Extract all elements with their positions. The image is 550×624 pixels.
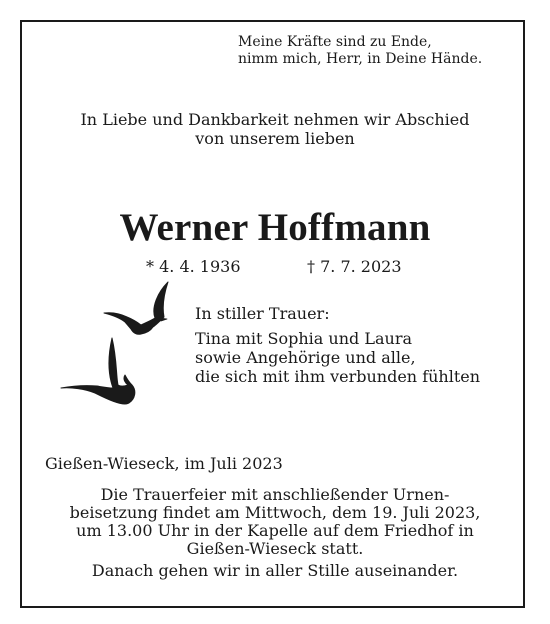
birth-date: * 4. 4. 1936 xyxy=(146,257,241,276)
mourning-heading: In stiller Trauer: xyxy=(195,304,330,323)
motto-line-1: Meine Kräfte sind zu Ende, xyxy=(238,34,432,50)
motto-line-2: nimm mich, Herr, in Deine Hände. xyxy=(238,51,483,67)
funeral-details xyxy=(22,486,528,580)
funeral-line-1: Die Trauerfeier mit anschließender Urnen- xyxy=(100,485,450,504)
deceased-name: Werner Hoffmann xyxy=(119,206,431,249)
mourner-line-3: die sich mit ihm verbunden fühlten xyxy=(195,367,481,386)
mourner-line-1: Tina mit Sophia und Laura xyxy=(195,329,412,348)
funeral-line-2: beisetzung findet am Mittwoch, dem 19. Juli 2023, xyxy=(69,503,481,522)
death-date: † 7. 7. 2023 xyxy=(307,257,402,276)
funeral-line-3: um 13.00 Uhr in der Kapelle auf dem Friedhof in xyxy=(76,521,474,540)
place-and-date: Gießen-Wieseck, im Juli 2023 xyxy=(45,454,283,473)
flying-birds-icon xyxy=(55,275,180,415)
intro-text xyxy=(22,110,528,148)
mourning-family xyxy=(195,304,480,386)
funeral-closing-line: Danach gehen wir in aller Stille auseinander. xyxy=(91,561,459,580)
funeral-line-4: Gießen-Wieseck statt. xyxy=(186,539,364,558)
intro-line-1: In Liebe und Dankbarkeit nehmen wir Abschied xyxy=(80,110,470,129)
intro-line-2: von unserem lieben xyxy=(195,129,355,148)
mourner-line-2: sowie Angehörige und alle, xyxy=(195,348,416,367)
motto-verse xyxy=(238,34,482,68)
